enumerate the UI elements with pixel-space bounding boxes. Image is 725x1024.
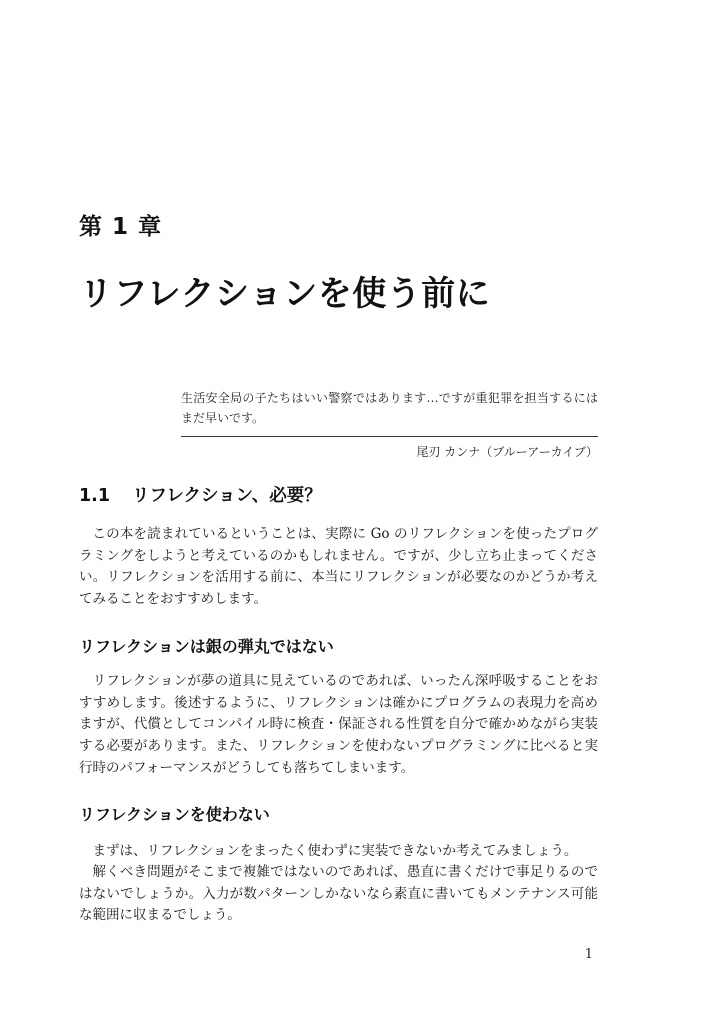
section-number: 1.1 (79, 486, 111, 506)
subsection-paragraph-silver-bullet: リフレクションが夢の道具に見えているのであれば、いったん深呼吸することをおすすめします。後述するように、リフレクションは確かにプログラムの表現力を高めますが、代償としてコンパイル時に検査・保証される性質を自分で確かめながら実装する必要があります。また、リフレクションを使わないプログラミングに比べると実行時のパフォーマンスがどうしても落ちてしまいます。 (79, 673, 598, 776)
section-intro-paragraph: この本を読まれているということは、実際に Go のリフレクションを使ったプログラミングをしようと考えているのかもしれません。ですが、少し立ち止まってください。リフレクションを活用する前に、本当にリフレクションが必要なのかどうか考えてみることをおすすめします。 (79, 526, 598, 608)
epigraph-attribution: 尾刃 カンナ（ブルーアーカイブ） (416, 445, 598, 459)
subsection-heading-avoid-reflection: リフレクションを使わない (79, 805, 270, 824)
epigraph-divider (181, 436, 598, 437)
epigraph (181, 388, 598, 461)
page-number: 1 (584, 947, 593, 962)
section-title: リフレクション、必要？ (132, 486, 322, 506)
subsection-heading-silver-bullet: リフレクションは銀の弾丸ではない (79, 637, 334, 656)
epigraph-quote: 生活安全局の子たちはいい警察ではあります…ですが重犯罪を担当するにはまだ早いです。 (181, 391, 598, 425)
text-column (79, 0, 598, 1024)
chapter-label: 第 1 章 (79, 214, 163, 240)
chapter-title: リフレクションを使う前に (79, 274, 491, 314)
subsection-paragraph-avoid-second: 解くべき問題がそこまで複雑ではないのであれば、愚直に書くだけで事足りるのではないでしょうか。入力が数パターンしかないなら素直に書いてもメンテナンス可能な範囲に収まるでしょう。 (79, 864, 598, 924)
subsection-paragraph-avoid-first: まずは、リフレクションをまったく使わずに実装できないか考えてみましょう。 (92, 843, 578, 859)
section-heading (79, 484, 322, 508)
